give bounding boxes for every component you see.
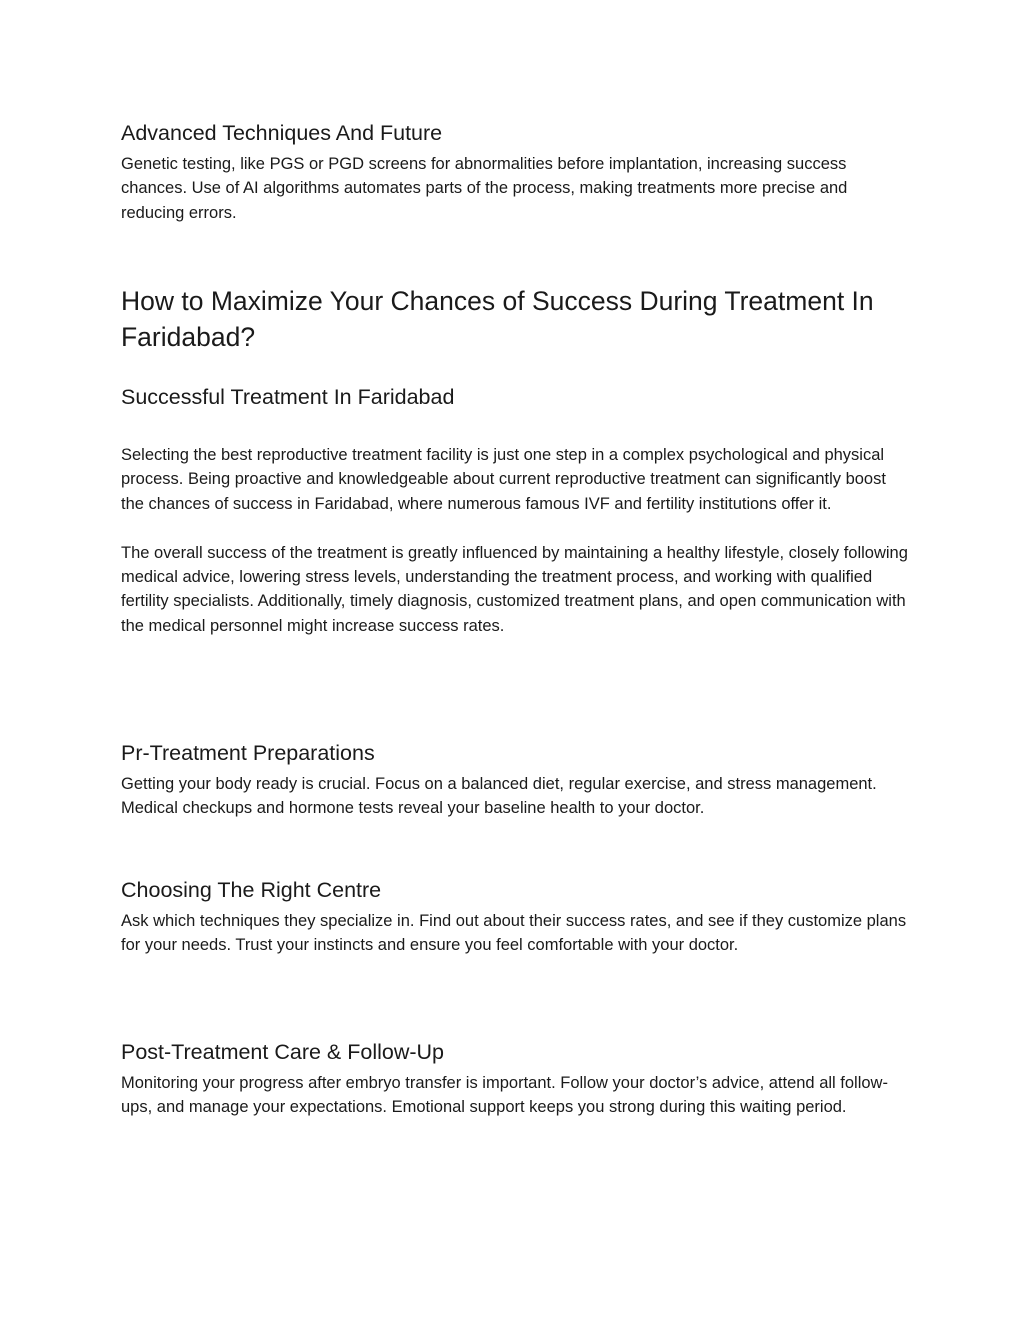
section-heading: Successful Treatment In Faridabad — [121, 385, 455, 409]
section-pretreatment-preparations — [121, 738, 911, 821]
section-paragraph: The overall success of the treatment is greatly influenced by maintaining a healthy lifestyle, closely following medical advice, lowering stress levels, understanding the treatment process, and working with qualified fertility specialists. Additionally, timely diagnosis, customized treatment plans, and open communication with the medical personnel might increase success rates. — [121, 543, 908, 635]
page-title: How to Maximize Your Chances of Success During Treatment In Faridabad? — [121, 286, 874, 352]
section-maximize-chances — [121, 283, 911, 355]
section-paragraph: Monitoring your progress after embryo transfer is important. Follow your doctor’s advice, attend all follow-ups, and manage your expectations. Emotional support keeps you strong during this waiting period. — [121, 1074, 888, 1117]
section-heading: Advanced Techniques And Future — [121, 121, 443, 145]
section-paragraph: Genetic testing, like PGS or PGD screens for abnormalities before implantation, increasing success chances. Use of AI algorithms automates parts of the process, making treatments more precise and reducing errors. — [121, 155, 848, 222]
section-paragraph: Selecting the best reproductive treatment facility is just one step in a complex psychological and physical process. Being proactive and knowledgeable about current reproductive treatment can significantly boost the chances of success in Faridabad, where numerous famous IVF and fertility institutions offer it. — [121, 446, 886, 513]
section-advanced-techniques — [121, 118, 911, 225]
section-heading: Post-Treatment Care & Follow-Up — [121, 1040, 444, 1064]
section-successful-treatment — [121, 382, 911, 638]
section-paragraph: Ask which techniques they specialize in. Find out about their success rates, and see if they customize plans for your needs. Trust your instincts and ensure you feel comfortable with your doctor. — [121, 912, 907, 955]
section-paragraph: Getting your body ready is crucial. Focus on a balanced diet, regular exercise, and stress management. Medical checkups and hormone tests reveal your baseline health to your doctor. — [121, 775, 877, 818]
section-heading: Pr-Treatment Preparations — [121, 741, 375, 765]
section-choosing-centre — [121, 875, 911, 958]
section-heading: Choosing The Right Centre — [121, 878, 382, 902]
section-post-treatment-care — [121, 1037, 911, 1120]
